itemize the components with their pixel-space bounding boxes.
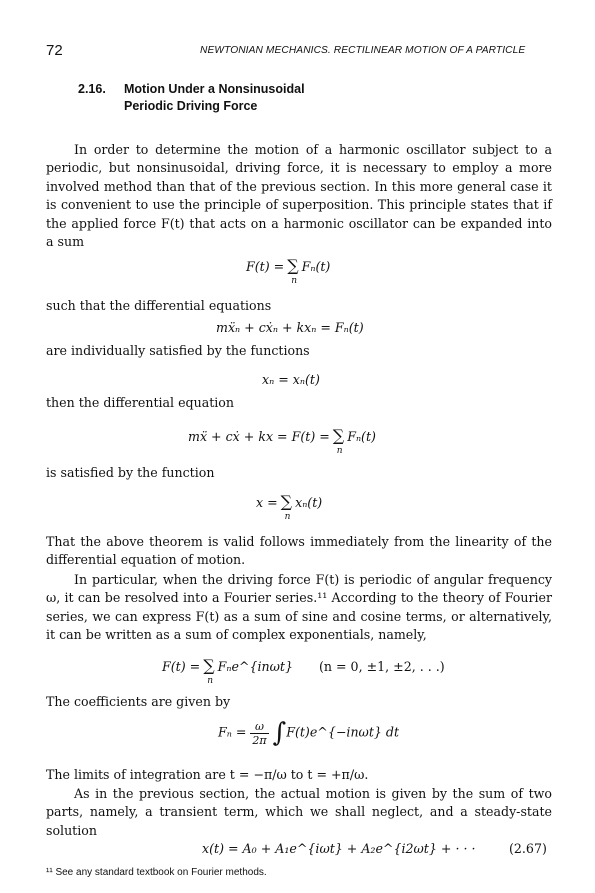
equation-1: F(t) = ∑ n Fₙ(t) <box>246 256 331 286</box>
equation-7: Fₙ = $\frac{\omega}{2\pi}$ ∫F(t)e^{−inωt} dt <box>218 718 400 748</box>
paragraph-1: In order to determine the motion of a harmonic oscillator subject to a periodic, but nonsinusoidal, driving force, it is necessary to employ a more involved method than that of the previous section. In this more general case it is convenient to use the principle of superposition. This principle states that if the applied force F(t) that acts on a harmonic oscillator can be expanded into a sum <box>46 142 552 250</box>
paragraph-8: The coefficients are given by <box>46 694 231 709</box>
equation-6: F(t) = ∑ n Fₙe^{inωt} (n = 0, ±1, ±2, . . .) <box>162 656 445 686</box>
running-title: NEWTONIAN MECHANICS. RECTILINEAR MOTION OF A PARTICLE <box>200 45 526 56</box>
paragraph-2: such that the differential equations <box>46 298 272 313</box>
equation-5: x = ∑ n xₙ(t) <box>256 492 323 522</box>
section-number: 2.16. <box>78 82 106 96</box>
equation-2: mẍₙ + cẋₙ + kxₙ = Fₙ(t) <box>216 320 364 335</box>
equation-4: mẍ + cẋ + kx = F(t) = ∑ n Fₙ(t) <box>188 426 376 456</box>
footnote: ¹¹ See any standard textbook on Fourier methods. <box>46 867 267 878</box>
paragraph-4: then the differential equation <box>46 395 234 410</box>
page-number: 72 <box>46 42 63 59</box>
equation-number: (2.67) <box>509 841 547 856</box>
section-title-line1: Motion Under a Nonsinusoidal <box>124 82 305 96</box>
section-heading <box>78 81 305 115</box>
paragraph-3: are individually satisfied by the functions <box>46 343 310 358</box>
section-title-line2: Periodic Driving Force <box>124 99 258 113</box>
paragraph-9: The limits of integration are t = −π/ω to t = +π/ω. <box>46 767 369 782</box>
paragraph-6: That the above theorem is valid follows immediately from the linearity of the differential equation of motion. <box>46 534 552 568</box>
equation-3: xₙ = xₙ(t) <box>262 372 320 387</box>
paragraph-10: As in the previous section, the actual motion is given by the sum of two parts, namely, a transient term, which we shall neglect, and a steady-state solution <box>46 786 552 838</box>
paragraph-7: In particular, when the driving force F(t) is periodic of angular frequency ω, it can be resolved into a Fourier series.¹¹ According to the theory of Fourier series, we can express F(t) as a sum of sine and cosine terms, or alternatively, it can be written as a sum of complex exponentials, namely, <box>46 572 552 643</box>
equation-8: x(t) = A₀ + A₁e^{iωt} + A₂e^{i2ωt} + · · · <box>202 841 476 856</box>
paragraph-5: is satisfied by the function <box>46 465 215 480</box>
